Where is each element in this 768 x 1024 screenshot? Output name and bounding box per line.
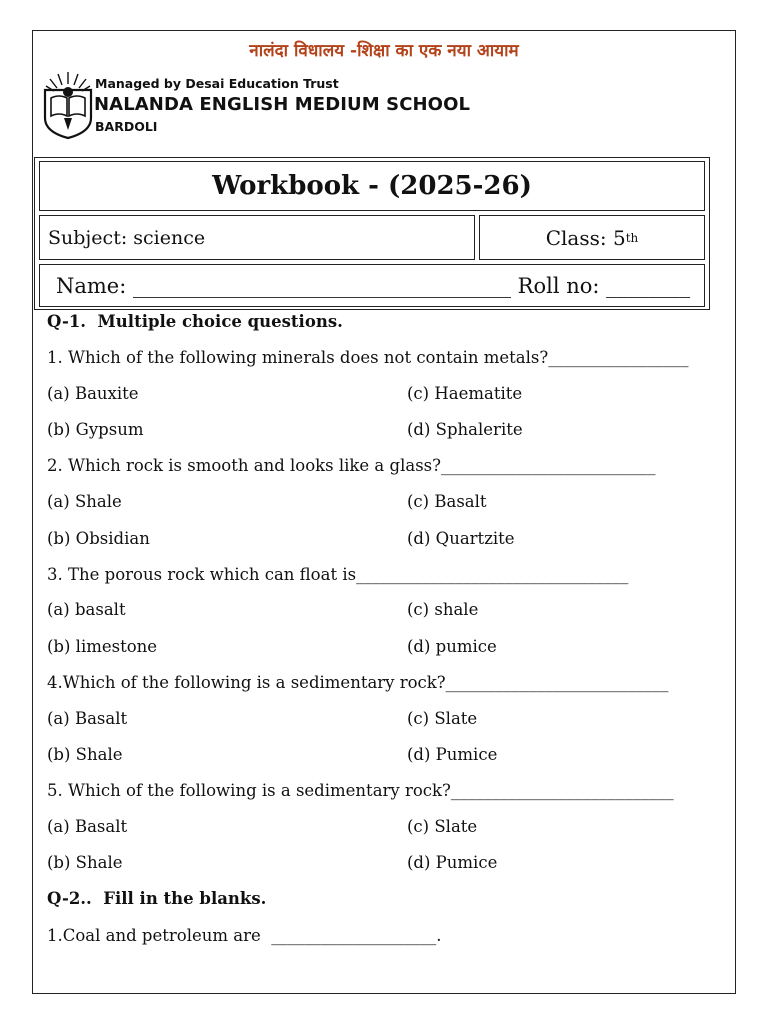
- question-5: 5. Which of the following is a sedimentary rock?___________________________: [47, 781, 674, 800]
- workbook-title: Workbook - (2025-26): [39, 161, 705, 211]
- class-label: Class: 5: [545, 225, 626, 250]
- question-3: 3. The porous rock which can float is_________________________________: [47, 565, 629, 584]
- school-motto: नालंदा विधालय -शिक्षा का एक नया आयाम: [249, 41, 519, 61]
- school-name: NALANDA ENGLISH MEDIUM SCHOOL: [94, 94, 471, 115]
- option-5d: (d) Pumice: [407, 853, 498, 872]
- option-5a: (a) Basalt: [47, 817, 128, 836]
- trust-name: Managed by Desai Education Trust: [95, 76, 339, 91]
- option-1b: (b) Gypsum: [47, 420, 144, 439]
- option-4d: (d) Pumice: [407, 745, 498, 764]
- school-logo-icon: [43, 70, 93, 140]
- question-4: 4.Which of the following is a sedimentary rock?___________________________: [47, 673, 669, 692]
- option-2b: (b) Obsidian: [47, 529, 150, 548]
- class-field: [479, 215, 705, 260]
- q2-heading: Q-2.. Fill in the blanks.: [47, 889, 267, 908]
- q1-heading: Q-1. Multiple choice questions.: [47, 312, 343, 331]
- option-2a: (a) Shale: [47, 492, 122, 511]
- class-suffix: th: [625, 230, 639, 245]
- question-2: 2. Which rock is smooth and looks like a glass?__________________________: [47, 456, 656, 475]
- option-1a: (a) Bauxite: [47, 384, 139, 403]
- option-4c: (c) Slate: [407, 709, 478, 728]
- name-roll-field: Name: ____________________________________ Roll no: ________: [39, 264, 705, 307]
- question-1: 1. Which of the following minerals does not contain metals?_________________: [47, 348, 689, 367]
- option-3b: (b) limestone: [47, 637, 158, 656]
- option-1d: (d) Sphalerite: [407, 420, 523, 439]
- option-5c: (c) Slate: [407, 817, 478, 836]
- option-3d: (d) pumice: [407, 637, 497, 656]
- option-3c: (c) shale: [407, 600, 479, 619]
- subject-field: Subject: science: [39, 215, 475, 260]
- option-2d: (d) Quartzite: [407, 529, 515, 548]
- option-4a: (a) Basalt: [47, 709, 128, 728]
- option-3a: (a) basalt: [47, 600, 126, 619]
- fill-blank-1: 1.Coal and petroleum are ____________________.: [47, 926, 442, 945]
- option-5b: (b) Shale: [47, 853, 123, 872]
- option-4b: (b) Shale: [47, 745, 123, 764]
- option-2c: (c) Basalt: [407, 492, 487, 511]
- school-city: BARDOLI: [95, 119, 158, 134]
- option-1c: (c) Haematite: [407, 384, 523, 403]
